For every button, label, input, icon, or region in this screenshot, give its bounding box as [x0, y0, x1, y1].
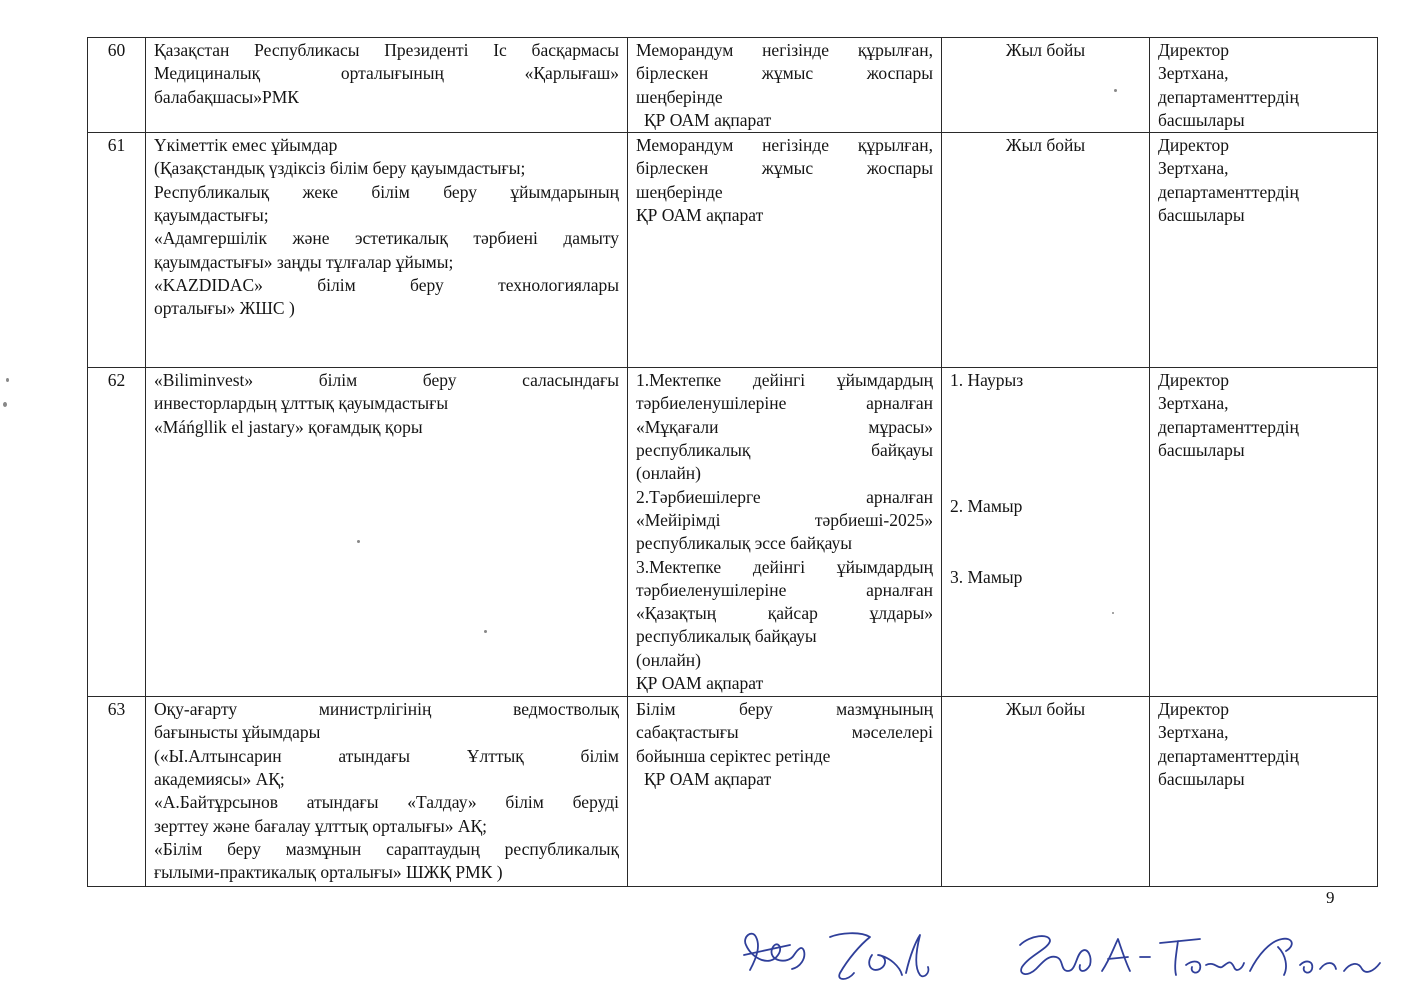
resp-line: Директор	[1158, 40, 1230, 60]
organization-cell	[146, 368, 628, 697]
org-line: Қазақстан Республикасы Президенті Іс басқармасы	[154, 40, 619, 60]
signature-stroke	[1250, 939, 1292, 975]
org-line: «KAZDIDAC» білім беру технологиялары	[154, 274, 619, 295]
timeframe-item: 1. Наурыз	[950, 370, 1024, 391]
table-row	[88, 38, 1378, 133]
org-line: орталығы» ЖШС )	[154, 298, 295, 319]
responsible-cell	[1150, 368, 1378, 697]
resp-line: департаменттердің	[1158, 416, 1299, 437]
signature-stroke	[1020, 936, 1091, 974]
basis-line: тәрбиеленушілеріне арналған	[636, 579, 933, 600]
responsible-cell	[1150, 38, 1378, 133]
basis-line: Білім беру мазмұнының	[636, 699, 933, 720]
org-line: қауымдастығы» заңды тұлғалар ұйымы;	[154, 251, 454, 272]
org-line: бағынысты ұйымдары	[154, 722, 321, 743]
scan-speck	[1114, 89, 1117, 92]
resp-line: Директор	[1158, 699, 1230, 720]
scan-speck	[1112, 612, 1114, 614]
basis-line: республикалық байқауы	[636, 440, 933, 461]
organization-cell	[146, 133, 628, 368]
org-line: «Білім беру мазмұнын сараптаудың республикалық	[154, 838, 619, 859]
resp-line: Директор	[1158, 135, 1230, 156]
organization-cell	[146, 697, 628, 887]
org-line: «Адамгершілік және эстетикалық тәрбиені дамыту	[154, 228, 619, 249]
resp-line: департаменттердің	[1158, 745, 1299, 766]
basis-line: бірлескен жұмыс жоспары	[636, 63, 933, 84]
responsible-cell	[1150, 133, 1378, 368]
resp-line: Зертхана,	[1158, 158, 1229, 179]
scan-speck	[6, 378, 9, 382]
signature-stroke	[1102, 939, 1130, 971]
timeframe-item: 2. Мамыр	[950, 496, 1023, 517]
scan-speck	[484, 630, 487, 633]
basis-line: республикалық байқауы	[636, 626, 817, 647]
table-row	[88, 133, 1378, 368]
resp-line: Зертхана,	[1158, 393, 1229, 414]
signature-stroke	[744, 945, 790, 955]
row-number: 62	[88, 368, 146, 697]
basis-line: 1.Мектепке дейінгі ұйымдардың	[636, 370, 933, 391]
signature-stroke	[830, 933, 870, 979]
org-line: «А.Байтұрсынов атындағы «Талдау» білім беруді	[154, 792, 619, 813]
basis-line: Меморандум негізінде құрылған,	[636, 135, 933, 156]
basis-cell	[628, 368, 942, 697]
scan-speck	[3, 402, 7, 407]
signature-stroke	[1160, 939, 1244, 975]
scan-speck	[357, 540, 360, 543]
timeframe-cell	[942, 368, 1150, 697]
org-line: «Máńgllik el jastary» қоғамдық қоры	[154, 416, 423, 437]
resp-line: басшылары	[1158, 205, 1245, 226]
basis-line: ҚР ОАМ ақпарат	[636, 205, 764, 226]
basis-line: (онлайн)	[636, 463, 702, 484]
resp-line: басшылары	[1158, 769, 1245, 790]
org-line: Оқу-ағарту министрлігінің ведмостволық	[154, 699, 619, 720]
timeframe-cell: Жыл бойы	[942, 133, 1150, 368]
responsible-cell	[1150, 697, 1378, 887]
resp-line: Зертхана,	[1158, 63, 1229, 84]
resp-line: департаменттердің	[1158, 86, 1299, 107]
org-line: инвесторлардың ұлттық қауымдастығы	[154, 393, 449, 414]
org-line: балабақшасы»РМК	[154, 86, 299, 107]
basis-line: республикалық эссе байқауы	[636, 533, 853, 554]
resp-line: Директор	[1158, 370, 1230, 391]
organization-cell	[146, 38, 628, 133]
basis-line: Меморандум негізінде құрылған,	[636, 40, 933, 60]
org-line: ғылыми-практикалық орталығы» ШЖҚ РМК )	[154, 862, 503, 883]
basis-line: тәрбиеленушілеріне арналған	[636, 393, 933, 414]
org-line: академиясы» АҚ;	[154, 769, 285, 790]
basis-line: ҚР ОАМ ақпарат	[644, 769, 772, 790]
signature-stroke	[869, 935, 928, 976]
table-row	[88, 697, 1378, 887]
row-number: 60	[88, 38, 146, 133]
signature-stroke	[745, 934, 804, 970]
basis-line: бойынша серіктес ретінде	[636, 745, 831, 766]
resp-line: Зертхана,	[1158, 722, 1229, 743]
org-line: Медициналық орталығының «Қарлығаш»	[154, 63, 619, 84]
row-number: 63	[88, 697, 146, 887]
org-line: («Ы.Алтынсарин атындағы Ұлттық білім	[154, 745, 619, 766]
basis-line: «Қазақтың қайсар ұлдары»	[636, 603, 933, 624]
timeframe-item: 3. Мамыр	[950, 566, 1023, 587]
activities-table	[87, 37, 1378, 887]
basis-line: 2.Тәрбиешілерге арналған	[636, 486, 933, 507]
org-line: «Biliminvest» білім беру саласындағы	[154, 370, 619, 391]
basis-line: ҚР ОАМ ақпарат	[644, 109, 772, 130]
basis-line: шеңберінде	[636, 86, 723, 107]
resp-line: департаменттердің	[1158, 181, 1299, 202]
signatures	[730, 915, 1410, 995]
page-number: 9	[1326, 888, 1335, 907]
basis-cell	[628, 38, 942, 133]
org-line: Республикалық жеке білім беру ұйымдарының	[154, 181, 619, 202]
resp-line: басшылары	[1158, 109, 1245, 130]
basis-line: ҚР ОАМ ақпарат	[636, 673, 764, 694]
basis-line: сабақтастығы мәселелері	[636, 722, 933, 743]
basis-cell	[628, 697, 942, 887]
signature-stroke	[1300, 962, 1380, 973]
basis-line: (онлайн)	[636, 649, 702, 670]
resp-line: басшылары	[1158, 440, 1245, 461]
row-number: 61	[88, 133, 146, 368]
timeframe-cell: Жыл бойы	[942, 697, 1150, 887]
basis-cell	[628, 133, 942, 368]
basis-line: 3.Мектепке дейінгі ұйымдардың	[636, 556, 933, 577]
timeframe-cell: Жыл бойы	[942, 38, 1150, 133]
org-line: Үкіметтік емес ұйымдар	[154, 135, 338, 156]
basis-line: «Мұқағали мұрасы»	[636, 416, 933, 437]
org-line: зерттеу және бағалау ұлттық орталығы» АҚ;	[154, 815, 488, 836]
table-row	[88, 368, 1378, 697]
org-line: қауымдастығы;	[154, 205, 269, 226]
basis-line: «Мейірімді тәрбиеші-2025»	[636, 509, 933, 530]
basis-line: шеңберінде	[636, 181, 723, 202]
basis-line: бірлескен жұмыс жоспары	[636, 158, 933, 179]
org-line: (Қазақстандық үздіксіз білім беру қауымдастығы;	[154, 158, 526, 179]
